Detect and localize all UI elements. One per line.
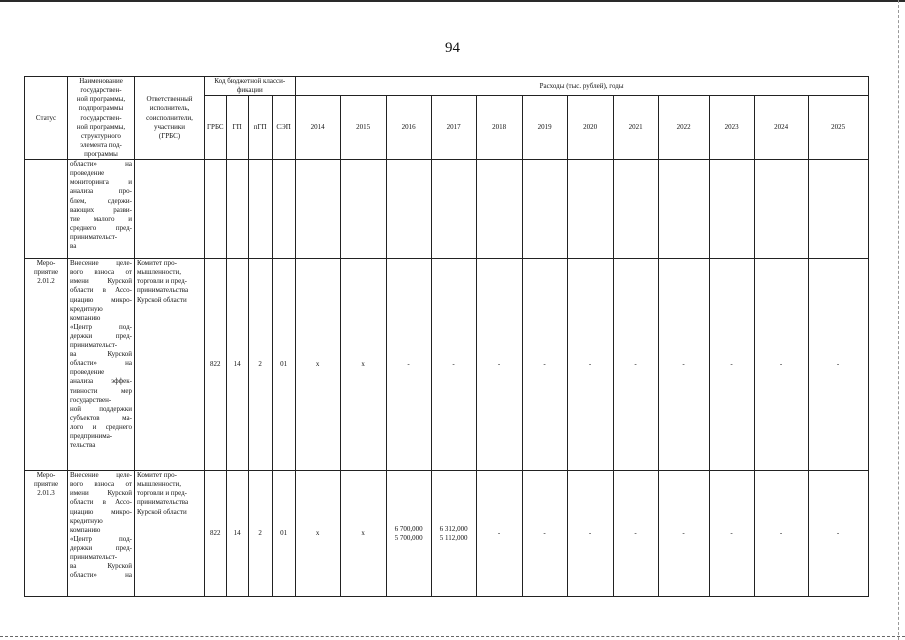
table-row [25,471,869,597]
name-line: «Центр под- [70,322,132,331]
year-value: 5 112,000 [439,533,468,542]
year-value: 5 700,000 [394,533,423,542]
executor-line: принимательства [137,286,189,295]
name-line: проведение [70,368,105,377]
year-cell-2025 [808,160,868,259]
header-line: ной программы, [76,122,126,131]
header-line: государствен- [80,86,122,95]
executor-line: торговли и пред- [137,277,188,286]
name-line: области» на [70,160,132,169]
year-value: - [543,360,546,369]
year-value: x [361,360,365,369]
name-line: тельства [70,441,96,450]
year-value: x [315,360,320,369]
year-cell-2024 [754,160,808,259]
status-cell [25,160,68,259]
header-line: ной программы, [76,95,126,104]
table-row [25,259,869,471]
status-cell [25,259,68,471]
year-cell-2014 [295,259,340,471]
name-line: имени Курской [70,489,132,498]
name-line: принимательст- [70,341,118,350]
name-line: анализа про- [70,187,132,196]
name-line: имени Курской [70,277,132,286]
name-line: государствен- [70,395,112,404]
code-cell [272,160,295,259]
header-year-2022: 2022 [658,96,709,160]
header-status: Статус [25,77,68,160]
header-line: Наименование [79,77,123,86]
name-line: Внесение целе- [70,471,132,480]
year-cell-2022 [658,259,709,471]
name-cell [68,160,135,259]
year-value: - [634,360,637,369]
year-value: - [730,529,733,538]
header-budget-code-group [205,77,296,96]
year-cell-2015 [340,160,386,259]
header-line: фикации [236,86,263,95]
executor-line: мышленности, [137,480,181,489]
year-cell-2015 [340,259,386,471]
year-cell-2016 [386,160,431,259]
name-line: области в Ассо- [70,498,132,507]
year-cell-2025 [808,471,868,597]
page-number: 94 [445,40,460,56]
executor-cell [135,471,205,597]
header-line: программы [84,149,118,158]
year-value: - [682,360,685,369]
status-line: 2.01.2 [37,277,55,286]
budget-expenses-table [24,76,869,597]
name-line: держки пред- [70,543,132,552]
year-cell-2020 [567,160,613,259]
header-year-2017: 2017 [431,96,476,160]
name-cell [68,259,135,471]
name-line: ной поддержки [70,404,132,413]
header-year-2015: 2015 [340,96,386,160]
year-value: - [588,360,592,369]
year-cell-2022 [658,160,709,259]
code-cell: 2 [248,259,272,471]
name-line: кредитную [70,516,103,525]
header-year-2016: 2016 [386,96,431,160]
header-code-2: пГП [248,96,272,160]
header-line: Код бюджетной класси- [214,77,286,85]
year-cell-2016 [386,259,431,471]
executor-line: торговли и пред- [137,489,188,498]
name-line: предпринима- [70,431,113,440]
year-value: - [682,529,685,538]
header-line: участники [154,122,185,131]
name-line: вающих разви- [70,205,132,214]
name-line: компанию [70,313,101,322]
name-line: тивности мер [70,386,132,395]
year-value: - [407,360,410,369]
name-line: компанию [70,525,101,534]
year-cell-2017 [431,471,476,597]
name-line: кредитную [70,304,103,313]
year-cell-2024 [754,471,808,597]
executor-line: Курской области [137,295,187,304]
code-cell: 14 [226,259,248,471]
header-code-0: ГРБС [205,96,227,160]
year-cell-2021 [613,471,658,597]
year-cell-2017 [431,160,476,259]
year-value: x [361,529,365,538]
year-cell-2019 [522,259,567,471]
name-line: области» на [70,359,132,368]
header-year-2021: 2021 [613,96,658,160]
code-cell: 2 [248,471,272,597]
year-cell-2019 [522,471,567,597]
year-value: - [588,529,592,538]
header-year-2023: 2023 [709,96,754,160]
year-cell-2020 [567,471,613,597]
name-line: субъектов ма- [70,413,132,422]
year-cell-2018 [476,471,522,597]
year-cell-2023 [709,259,754,471]
name-line: держки пред- [70,331,132,340]
code-cell: 822 [205,471,227,597]
header-line: структурного [81,131,121,140]
table-row [25,160,869,259]
name-line: проведение [70,169,105,178]
year-cell-2015 [340,471,386,597]
name-line: циацию микро- [70,295,132,304]
scan-bottom-edge [0,636,905,637]
year-cell-2016 [386,471,431,597]
year-cell-2025 [808,259,868,471]
name-line: тие малого и [70,214,132,223]
year-value: - [497,529,501,538]
year-cell-2021 [613,160,658,259]
executor-cell [135,259,205,471]
code-cell: 01 [272,471,295,597]
header-line: государствен- [80,113,122,122]
header-expenses-group: Расходы (тыс. рублей), годы [295,77,868,96]
name-line: вого взноса от [70,268,132,277]
header-executor [135,77,205,160]
year-value: x [315,529,320,538]
header-code-1: ГП [226,96,248,160]
name-line: принимательст- [70,232,118,241]
header-line: подпрограммы [78,104,124,113]
header-year-2018: 2018 [476,96,522,160]
name-line: «Центр под- [70,534,132,543]
header-year-2025: 2025 [808,96,868,160]
year-value: 6 312,000 [439,524,468,533]
header-line: элемента под- [80,140,122,149]
status-line: приятие [33,480,59,489]
code-cell [226,160,248,259]
code-cell [205,160,227,259]
name-line: ва Курской [70,562,132,571]
year-cell-2019 [522,160,567,259]
code-cell: 822 [205,259,227,471]
status-line: Меро- [36,259,56,268]
year-cell-2020 [567,259,613,471]
year-value: - [543,529,546,538]
scan-right-edge [898,0,899,640]
name-line: ва Курской [70,350,132,359]
header-line: исполнитель, [149,104,190,113]
name-line: лого и среднего [70,422,132,431]
year-cell-2014 [295,471,340,597]
year-cell-2014 [295,160,340,259]
year-value: - [779,529,783,538]
name-line: циацию микро- [70,507,132,516]
header-year-2020: 2020 [567,96,613,160]
executor-line: Комитет про- [137,259,177,268]
header-name [68,77,135,160]
year-value: 6 700,000 [394,524,423,533]
executor-line: мышленности, [137,268,181,277]
header-line: соисполнители, [146,113,193,122]
year-value: - [836,529,840,538]
status-line: 2.01.3 [37,489,55,498]
executor-cell [135,160,205,259]
header-code-3: СЭП [272,96,295,160]
executor-line: принимательства [137,498,189,507]
name-line: блем, сдержи- [70,196,132,205]
year-cell-2022 [658,471,709,597]
year-cell-2023 [709,160,754,259]
year-value: - [452,360,455,369]
year-cell-2021 [613,259,658,471]
year-cell-2024 [754,259,808,471]
status-line: Меро- [36,471,56,480]
executor-line: Комитет про- [137,471,177,480]
status-line: приятие [33,268,59,277]
year-value: - [634,529,637,538]
header-year-2014: 2014 [295,96,340,160]
year-value: - [779,360,783,369]
header-line: (ГРБС) [158,131,181,140]
scan-top-edge [0,0,905,2]
year-value: - [836,360,840,369]
name-line: Внесение целе- [70,259,132,268]
year-value: - [497,360,501,369]
year-cell-2018 [476,259,522,471]
executor-line: Курской области [137,507,187,516]
year-cell-2017 [431,259,476,471]
status-cell [25,471,68,597]
year-cell-2018 [476,160,522,259]
name-cell [68,471,135,597]
name-line: области в Ассо- [70,286,132,295]
name-line: мониторинга и [70,178,132,187]
name-line: принимательст- [70,553,118,562]
code-cell [248,160,272,259]
header-line: Ответственный [146,95,193,104]
name-line: ва [70,242,77,251]
header-year-2024: 2024 [754,96,808,160]
code-cell: 14 [226,471,248,597]
code-cell: 01 [272,259,295,471]
year-cell-2023 [709,471,754,597]
name-line: вого взноса от [70,480,132,489]
name-line: анализа эффек- [70,377,132,386]
name-line: среднего пред- [70,223,132,232]
header-year-2019: 2019 [522,96,567,160]
name-line: области» на [70,571,132,580]
year-value: - [730,360,733,369]
